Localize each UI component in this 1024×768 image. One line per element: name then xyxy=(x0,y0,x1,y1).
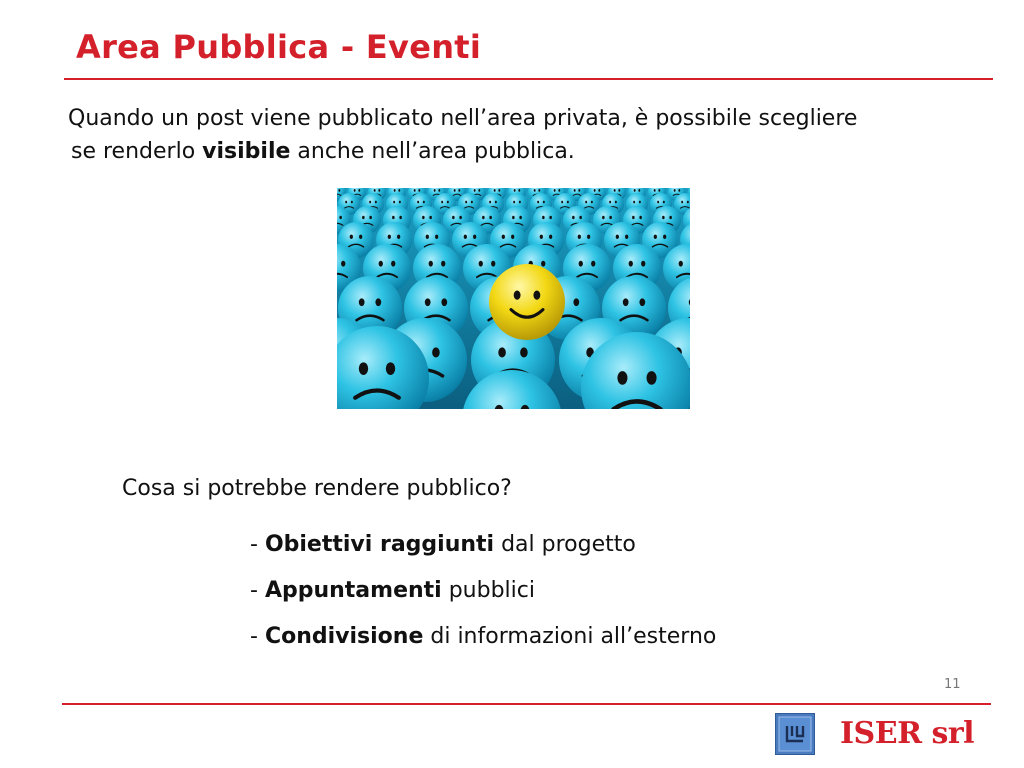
list-item-rest: di informazioni all’esterno xyxy=(423,624,717,649)
list-item-keyword: Appuntamenti xyxy=(264,578,442,603)
footer-divider xyxy=(62,703,991,705)
intro-line-2-suffix: anche nell’area pubblica. xyxy=(290,139,575,164)
list-item-rest: pubblici xyxy=(441,578,535,603)
intro-line-2-prefix: se renderlo xyxy=(71,139,203,164)
list-item-dash: - xyxy=(250,532,265,557)
iser-monogram-icon xyxy=(775,713,815,755)
list-item-rest: dal progetto xyxy=(494,532,636,557)
list-item xyxy=(250,530,716,576)
page-number: 11 xyxy=(944,677,961,692)
intro-paragraph xyxy=(68,102,998,168)
happy-face xyxy=(489,264,565,340)
list-item xyxy=(250,622,716,668)
title-divider xyxy=(64,78,993,80)
list-item xyxy=(250,576,716,622)
public-items-list xyxy=(250,530,716,668)
slide-title: Area Pubblica - Eventi xyxy=(76,28,482,66)
smiley-crowd-illustration xyxy=(337,188,690,409)
smiley-crowd-image xyxy=(337,188,690,409)
intro-line-1: Quando un post viene pubblicato nell’area privata, è possibile scegliere xyxy=(68,106,858,131)
question-text: Cosa si potrebbe rendere pubblico? xyxy=(122,476,512,501)
list-item-keyword: Condivisione xyxy=(264,624,424,649)
list-item-keyword: Obiettivi raggiunti xyxy=(264,532,495,557)
list-item-dash: - xyxy=(250,624,265,649)
intro-keyword: visibile xyxy=(202,139,291,164)
list-item-dash: - xyxy=(250,578,265,603)
intro-line-2 xyxy=(68,135,998,168)
brand-name: ISER srl xyxy=(840,716,975,751)
